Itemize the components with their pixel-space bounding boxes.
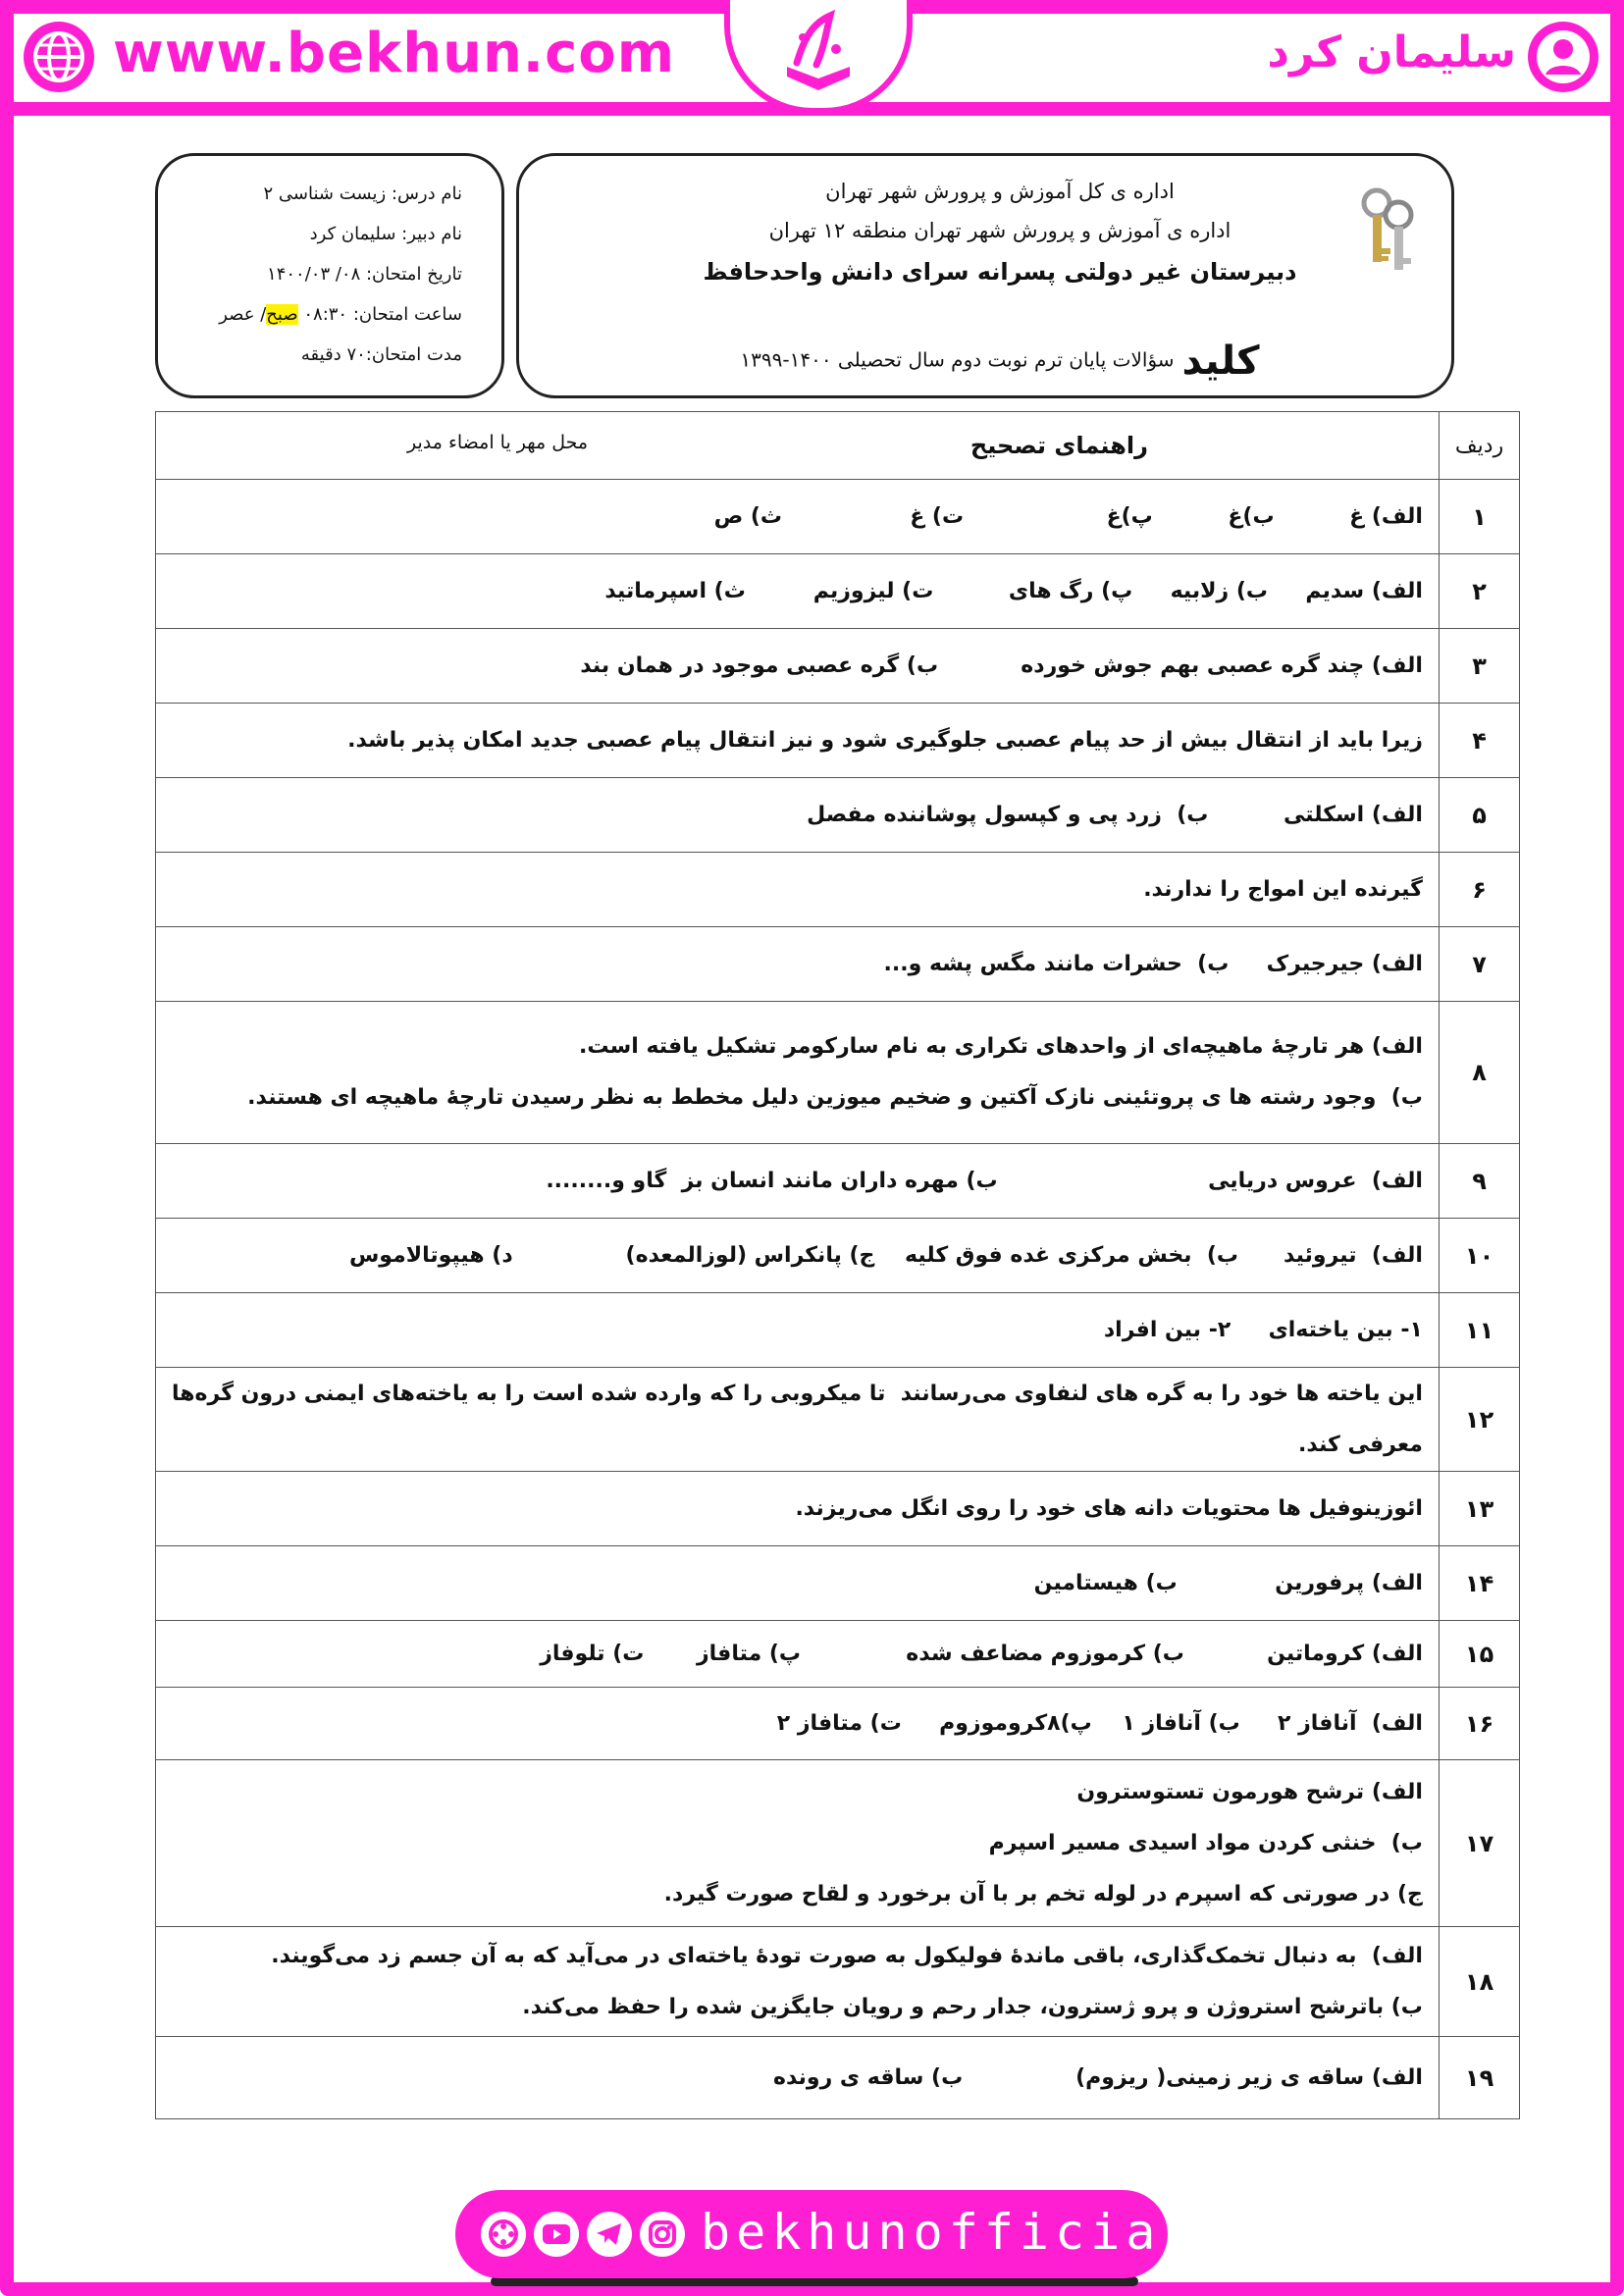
answer-line: ائوزینوفیل ها محتویات دانه های خود را روی انگل می‌ریزند. bbox=[795, 1495, 1423, 1521]
school-line-1: اداره ی کل آموزش و پرورش شهر تهران bbox=[825, 180, 1175, 203]
answer-line: الف) هر تارچهٔ ماهیچه‌ای از واحدهای تکراری به نام سارکومر تشکیل یافته است. bbox=[578, 1034, 1423, 1059]
exam-time-morning: صبح bbox=[266, 304, 298, 325]
exam-time bbox=[158, 304, 462, 344]
answer-line: الف) کروماتین ب) کرموزوم مضاعف شده پ) متافاز ت) تلوفاز bbox=[540, 1641, 1423, 1666]
exam-time-evening: / عصر bbox=[219, 304, 267, 325]
exam-info-box bbox=[155, 153, 504, 398]
answer-cell bbox=[156, 1293, 1440, 1368]
social-handle[interactable]: bekhunofficial bbox=[701, 2204, 1197, 2261]
row-number: ۴ bbox=[1439, 704, 1519, 778]
row-number: ۸ bbox=[1439, 1002, 1519, 1144]
answer-cell bbox=[156, 480, 1440, 554]
social-icons bbox=[481, 2212, 693, 2261]
exam-title-text: سؤالات پایان ترم نوبت دوم سال تحصیلی ۱۴۰۰-۱۳۹۹ bbox=[740, 347, 1175, 372]
exam-duration: مدت امتحان:۷۰ دقیقه bbox=[300, 344, 462, 365]
answer-cell bbox=[156, 704, 1440, 778]
answer-cell bbox=[156, 2037, 1440, 2119]
answer-cell bbox=[156, 1144, 1440, 1219]
answer-line: الف) جیرجیرک ب) حشرات مانند مگس پشه و... bbox=[883, 951, 1423, 976]
table-row bbox=[156, 1760, 1520, 1927]
answer-cell bbox=[156, 1472, 1440, 1546]
answer-cell bbox=[156, 1621, 1440, 1688]
answer-line: الف) ترشح هورمون تستوسترون bbox=[1076, 1779, 1423, 1804]
teacher-name: سلیمان کرد bbox=[1267, 27, 1516, 78]
instagram-icon[interactable] bbox=[640, 2212, 685, 2257]
exam-teacher: نام دبیر: سلیمان کرد bbox=[309, 224, 462, 244]
exam-date: تاریخ امتحان: ۰۸/ ۱۴۰۰/۰۳ bbox=[267, 264, 462, 285]
exam-title bbox=[666, 339, 1334, 384]
row-number: ۱۵ bbox=[1439, 1621, 1519, 1688]
table-row bbox=[156, 1546, 1520, 1621]
exam-time-value: ساعت امتحان: ۰۸:۳۰ bbox=[303, 304, 462, 325]
footer-social-bar bbox=[455, 2190, 1197, 2278]
table-row bbox=[156, 927, 1520, 1002]
row-number: ۷ bbox=[1439, 927, 1519, 1002]
table-row bbox=[156, 1368, 1520, 1472]
answer-line: الف) سدیم ب) زلابیه پ) رگ های ت) لیزوزیم ث) اسپرماتید bbox=[604, 578, 1423, 603]
answer-cell bbox=[156, 554, 1440, 629]
table-row bbox=[156, 1621, 1520, 1688]
row-number: ۶ bbox=[1439, 853, 1519, 927]
row-number: ۲ bbox=[1439, 554, 1519, 629]
answer-line: الف) اسکلتی ب) زرد پی و کپسول پوشاننده مفصل bbox=[807, 802, 1423, 827]
answer-line: ب) وجود رشته ها ی پروتئینی نازک آکتین و ضخیم میوزین دلیل مخطط به نظر رسیدن تارچهٔ ماهیچه ای هستند. bbox=[247, 1085, 1423, 1110]
answer-line: گیرنده این امواج را ندارند. bbox=[1143, 876, 1423, 902]
answer-cell bbox=[156, 629, 1440, 704]
row-number: ۹ bbox=[1439, 1144, 1519, 1219]
answer-key-table bbox=[155, 411, 1520, 2119]
table-row bbox=[156, 1002, 1520, 1144]
row-number: ۳ bbox=[1439, 629, 1519, 704]
answer-cell bbox=[156, 1002, 1440, 1144]
answer-line: ب) خنثی کردن مواد اسیدی مسیر اسپرم bbox=[988, 1830, 1423, 1855]
col-row-header: ردیف bbox=[1439, 412, 1519, 480]
school-line-2: اداره ی آموزش و پرورش شهر تهران منطقه ۱۲ تهران bbox=[768, 219, 1231, 242]
row-number: ۱۰ bbox=[1439, 1219, 1519, 1293]
answer-line: ۱- بین یاخته‌ای ۲- بین افراد bbox=[1103, 1317, 1423, 1342]
table-row bbox=[156, 1144, 1520, 1219]
exam-subject: نام درس: زیست شناسی ۲ bbox=[263, 183, 462, 204]
row-number: ۱۱ bbox=[1439, 1293, 1519, 1368]
user-icon bbox=[1526, 20, 1600, 94]
answer-cell bbox=[156, 1546, 1440, 1621]
table-row bbox=[156, 554, 1520, 629]
answer-cell bbox=[156, 1927, 1440, 2037]
answer-line: الف) چند گره عصبی بهم جوش خورده ب) گره عصبی موجود در همان بند bbox=[580, 652, 1423, 678]
table-header-row bbox=[156, 412, 1520, 480]
answer-line: الف) به دنبال تخمک‌گذاری، باقی ماندهٔ فولیکول به صورت تودهٔ یاخته‌ای در می‌آید که به آن جسم زد می‌گویند. bbox=[271, 1943, 1423, 1968]
table-row bbox=[156, 853, 1520, 927]
answer-cell bbox=[156, 1760, 1440, 1927]
answer-cell bbox=[156, 778, 1440, 853]
answer-line: الف) آنافاز ۲ ب) آنافاز ۱ پ)۸کروموزوم ت) متافاز ۲ bbox=[776, 1710, 1423, 1736]
answer-cell bbox=[156, 853, 1440, 927]
answer-line: الف) ساقه ی زیر زمینی( ریزوم) ب) ساقه ی رونده bbox=[772, 2064, 1423, 2090]
answer-line: معرفی کند. bbox=[1298, 1432, 1423, 1457]
answer-line: الف) پرفورین ب) هیستامین bbox=[1033, 1570, 1423, 1595]
answer-cell bbox=[156, 1219, 1440, 1293]
row-number: ۱ bbox=[1439, 480, 1519, 554]
row-number: ۱۲ bbox=[1439, 1368, 1519, 1472]
site-url[interactable]: www.bekhun.com bbox=[113, 22, 676, 85]
answer-line: الف) عروس دریایی ب) مهره داران مانند انسان بز گاو و........ bbox=[546, 1168, 1423, 1193]
book-logo-icon bbox=[777, 8, 860, 98]
row-number: ۱۴ bbox=[1439, 1546, 1519, 1621]
table-row bbox=[156, 1927, 1520, 2037]
answer-line: الف) تیروئید ب) بخش مرکزی غده فوق کلیه ج) پانکراس (لوزالمعده) د) هیپوتالاموس bbox=[348, 1242, 1423, 1268]
answer-cell bbox=[156, 1688, 1440, 1760]
answer-cell bbox=[156, 1368, 1440, 1472]
keys-icon bbox=[1353, 185, 1422, 274]
answer-key-label: کلید bbox=[1181, 339, 1260, 384]
table-row bbox=[156, 778, 1520, 853]
globe-icon bbox=[22, 20, 96, 94]
table-row bbox=[156, 1472, 1520, 1546]
row-number: ۱۸ bbox=[1439, 1927, 1519, 2037]
table-row bbox=[156, 1219, 1520, 1293]
table-row bbox=[156, 2037, 1520, 2119]
table-row bbox=[156, 1688, 1520, 1760]
table-row bbox=[156, 480, 1520, 554]
col-guide-header bbox=[156, 412, 1440, 480]
row-number: ۱۹ bbox=[1439, 2037, 1519, 2119]
row-number: ۱۷ bbox=[1439, 1760, 1519, 1927]
table-row bbox=[156, 629, 1520, 704]
row-number: ۵ bbox=[1439, 778, 1519, 853]
answer-line: این یاخته ها خود را به گره های لنفاوی می‌رسانند تا میکروبی را که وارده شده است را به یاخته‌های ایمنی درون گره‌ها bbox=[172, 1381, 1423, 1406]
row-number: ۱۶ bbox=[1439, 1688, 1519, 1760]
table-row bbox=[156, 1293, 1520, 1368]
stamp-label: محل مهر یا امضاء مدیر bbox=[407, 432, 589, 453]
answer-line: ج) در صورتی که اسپرم در لوله تخم بر با آن برخورد و لقاح صورت گیرد. bbox=[663, 1881, 1423, 1906]
school-info-box bbox=[516, 153, 1454, 398]
school-name: دبیرستان غیر دولتی پسرانه سرای دانش واحدحافظ bbox=[703, 258, 1297, 286]
table-row bbox=[156, 704, 1520, 778]
guide-title: راهنمای تصحیح bbox=[969, 432, 1148, 459]
row-number: ۱۳ bbox=[1439, 1472, 1519, 1546]
telegram-icon[interactable] bbox=[587, 2212, 632, 2257]
aparat-icon[interactable] bbox=[481, 2212, 526, 2257]
answer-line: زیرا باید از انتقال بیش از حد پیام عصبی جلوگیری شود و نیز انتقال پیام عصبی جدید امکان پذیر باشد. bbox=[347, 727, 1423, 753]
answer-cell bbox=[156, 927, 1440, 1002]
answer-line: ب) باترشح استروژن و پرو ژسترون، جدار رحم و رویان جایگزین شده را حفظ می‌کند. bbox=[522, 1994, 1423, 2019]
answer-line: الف) غ ب)غ پ)غ ت) غ ث) ص bbox=[713, 503, 1423, 529]
youtube-icon[interactable] bbox=[534, 2212, 579, 2257]
